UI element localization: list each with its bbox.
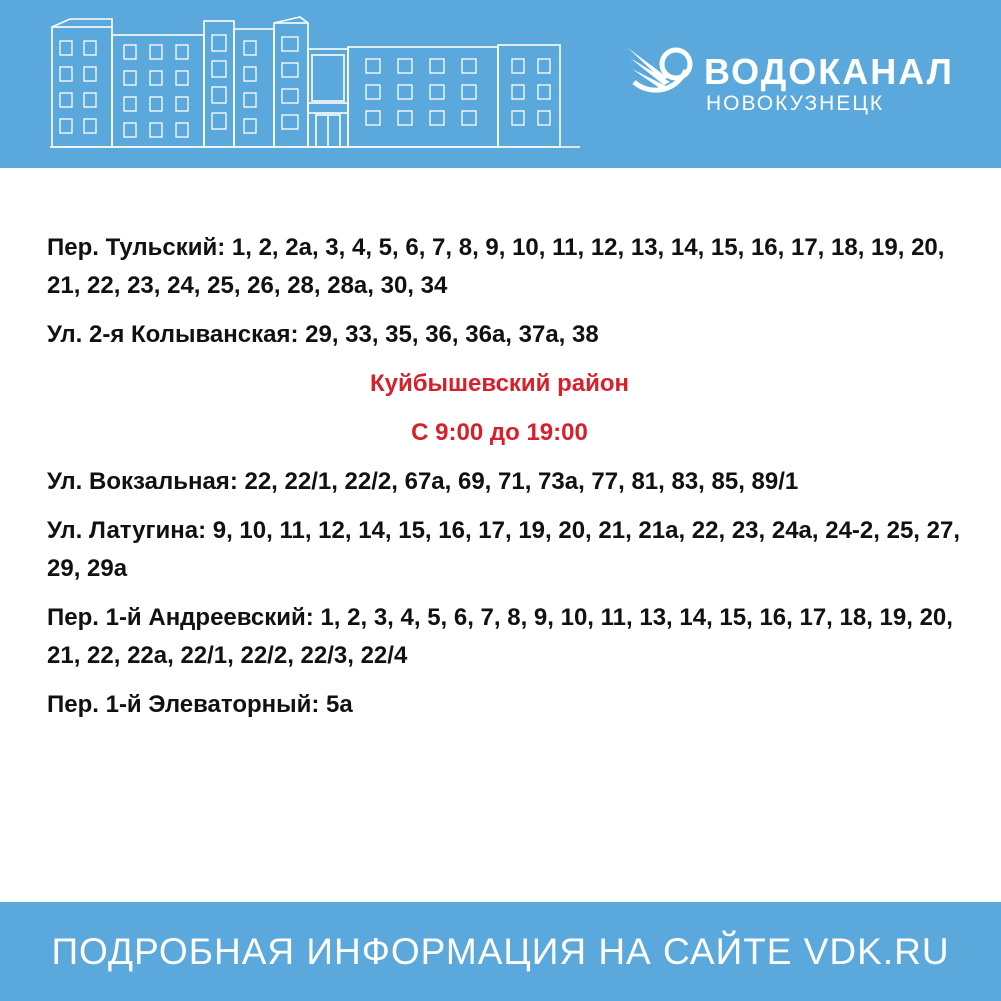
building-illustration-icon <box>50 15 580 155</box>
vodokanal-logo-icon <box>624 44 696 112</box>
footer-banner <box>0 902 1001 1001</box>
address-list <box>47 229 967 735</box>
footer-website-link[interactable]: ПОДРОБНАЯ ИНФОРМАЦИЯ НА САЙТЕ VDK.RU <box>51 931 950 972</box>
street-line-latugina: Ул. Латугина: 9, 10, 11, 12, 14, 15, 16, 17, 19, 20, 21, 21а, 22, 23, 24а, 24-2, 25, 27, 29, 29а <box>47 517 960 582</box>
vodokanal-logo[interactable] <box>624 42 964 122</box>
logo-subtitle: НОВОКУЗНЕЦК <box>706 92 885 115</box>
logo-title: ВОДОКАНАЛ <box>704 51 954 92</box>
street-line-elevatorny: Пер. 1-й Элеваторный: 5а <box>47 691 353 718</box>
street-line-vokzalnaya: Ул. Вокзальная: 22, 22/1, 22/2, 67а, 69, 71, 73а, 77, 81, 83, 85, 89/1 <box>47 468 799 495</box>
time-range-heading: С 9:00 до 19:00 <box>411 419 588 446</box>
street-line-tulsky: Пер. Тульский: 1, 2, 2а, 3, 4, 5, 6, 7, 8, 9, 10, 11, 12, 13, 14, 15, 16, 17, 18, 19, 20, 21, 22, 23, 24, 25, 26, 28, 28а, 30, 34 <box>47 234 945 299</box>
district-heading: Куйбышевский район <box>369 370 630 397</box>
street-line-kolyvanskaya: Ул. 2-я Колыванская: 29, 33, 35, 36, 36а, 37а, 38 <box>47 321 599 348</box>
street-line-andreevsky: Пер. 1-й Андреевский: 1, 2, 3, 4, 5, 6, 7, 8, 9, 10, 11, 13, 14, 15, 16, 17, 18, 19, 20, 21, 22, 22а, 22/1, 22/2, 22/3, 22/4 <box>47 604 953 669</box>
header-banner <box>0 0 1001 168</box>
